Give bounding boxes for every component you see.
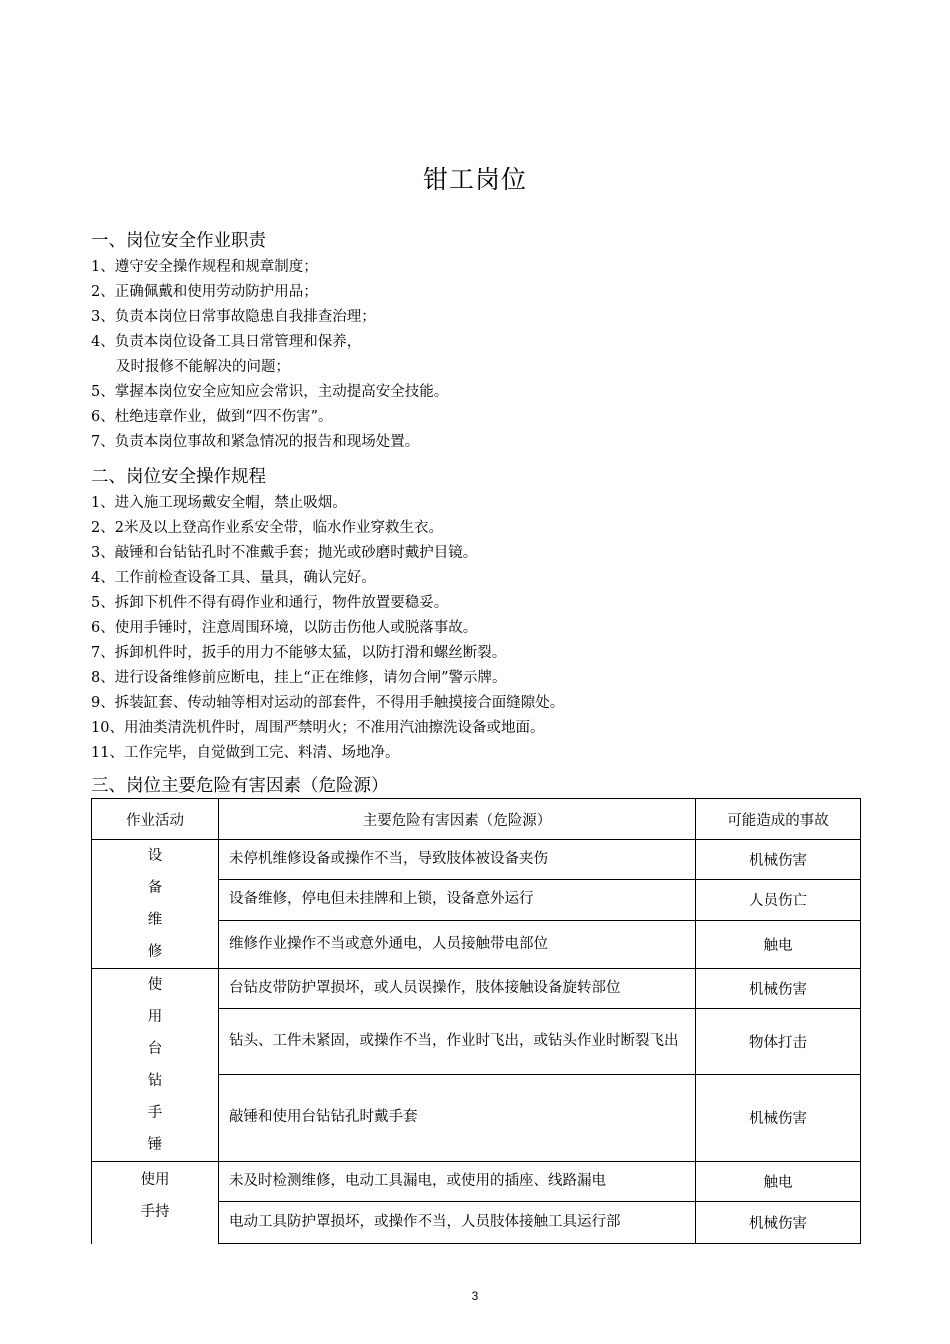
list-item: 6、杜绝违章作业，做到“四不伤害”。 [91, 409, 333, 425]
list-item: 8、进行设备维修前应断电，挂上“正在维修，请勿合闸”警示牌。 [91, 670, 507, 686]
list-item: 10、用油类清洗机件时，周围严禁明火；不准用汽油擦洗设备或地面。 [91, 720, 545, 736]
list-item: 1、进入施工现场戴安全帽，禁止吸烟。 [91, 495, 347, 511]
activity-char: 使 [147, 977, 163, 993]
list-item: 7、拆卸机件时，扳手的用力不能够太猛，以防打滑和螺丝断裂。 [91, 645, 507, 661]
accident-cell: 机械伤害 [696, 840, 861, 880]
list-item: 4、负责本岗位设备工具日常管理和保养， [91, 334, 362, 350]
activity-char: 台 [147, 1041, 163, 1057]
hazard-cell: 电动工具防护罩损坏，或操作不当，人员肢体接触工具运行部 [219, 1202, 696, 1244]
activity-char: 设 [147, 848, 163, 864]
activity-cell [92, 840, 219, 969]
accident-cell: 触电 [696, 920, 861, 968]
list-item: 11、工作完毕，自觉做到工完、料清、场地净。 [91, 745, 400, 761]
list-item: 4、工作前检查设备工具、量具，确认完好。 [91, 570, 376, 586]
accident-cell: 人员伤亡 [696, 880, 861, 920]
list-item: 3、负责本岗位日常事故隐患自我排查治理； [91, 309, 376, 325]
list-item: 2、2米及以上登高作业系安全带，临水作业穿救生衣。 [91, 520, 443, 536]
activity-char: 钻 [147, 1073, 163, 1089]
page-title: 钳工岗位 [422, 165, 527, 194]
table-row [92, 840, 861, 880]
list-item: 6、使用手锤时，注意周围环境，以防击伤他人或脱落事故。 [91, 620, 478, 636]
table-row [92, 969, 861, 1009]
hazard-cell: 未停机维修设备或操作不当，导致肢体被设备夹伤 [219, 840, 696, 880]
section-heading: 一、岗位安全作业职责 [91, 231, 266, 251]
activity-char: 用 [147, 1009, 163, 1025]
hazard-cell: 台钻皮带防护罩损坏，或人员误操作，肢体接触设备旋转部位 [219, 969, 696, 1009]
section-heading: 三、岗位主要危险有害因素（危险源） [91, 776, 389, 796]
activity-char: 备 [147, 880, 163, 896]
accident-cell: 物体打击 [696, 1009, 861, 1074]
list-item: 2、正确佩戴和使用劳动防护用品； [91, 284, 318, 300]
activity-char: 手 [147, 1105, 163, 1121]
section-hazards [91, 774, 871, 800]
hazard-cell: 设备维修，停电但未挂牌和上锁，设备意外运行 [219, 880, 696, 920]
column-header: 可能造成的事故 [696, 799, 861, 840]
activity-cell [92, 969, 219, 1162]
hazard-table [91, 798, 861, 1244]
section-heading: 二、岗位安全操作规程 [91, 467, 266, 487]
list-item: 3、敲锤和台钻钻孔时不准戴手套；抛光或砂磨时戴护目镜。 [91, 545, 478, 561]
table-header-row [92, 799, 861, 840]
column-header: 作业活动 [92, 799, 219, 840]
activity-char: 维 [147, 912, 163, 928]
accident-cell: 触电 [696, 1162, 861, 1202]
section-duties [91, 229, 871, 455]
list-item-continuation: 及时报修不能解决的问题； [116, 359, 290, 375]
list-item: 1、遵守安全操作规程和规章制度； [91, 259, 318, 275]
activity-char: 使用 [140, 1172, 170, 1188]
activity-char: 锤 [147, 1137, 163, 1153]
hazard-cell: 未及时检测维修，电动工具漏电，或使用的插座、线路漏电 [219, 1162, 696, 1202]
activity-char: 手持 [140, 1204, 170, 1220]
hazard-cell: 敲锤和使用台钻钻孔时戴手套 [219, 1074, 696, 1161]
activity-char: 修 [147, 944, 163, 960]
list-item: 5、拆卸下机件不得有碍作业和通行，物件放置要稳妥。 [91, 595, 449, 611]
list-item: 9、拆装缸套、传动轴等相对运动的部套件，不得用手触摸接合面缝隙处。 [91, 695, 565, 711]
accident-cell: 机械伤害 [696, 969, 861, 1009]
section-procedures [91, 465, 871, 766]
hazard-cell: 钻头、工件未紧固，或操作不当，作业时飞出，或钻头作业时断裂飞出 [219, 1009, 696, 1074]
accident-cell: 机械伤害 [696, 1074, 861, 1161]
column-header: 主要危险有害因素（危险源） [219, 799, 696, 840]
hazard-cell: 维修作业操作不当或意外通电，人员接触带电部位 [219, 920, 696, 968]
accident-cell: 机械伤害 [696, 1202, 861, 1244]
list-item: 5、掌握本岗位安全应知应会常识，主动提高安全技能。 [91, 384, 449, 400]
page-number: 3 [471, 1289, 479, 1303]
table-row [92, 1162, 861, 1202]
list-item: 7、负责本岗位事故和紧急情况的报告和现场处置。 [91, 434, 420, 450]
activity-cell [92, 1162, 219, 1244]
